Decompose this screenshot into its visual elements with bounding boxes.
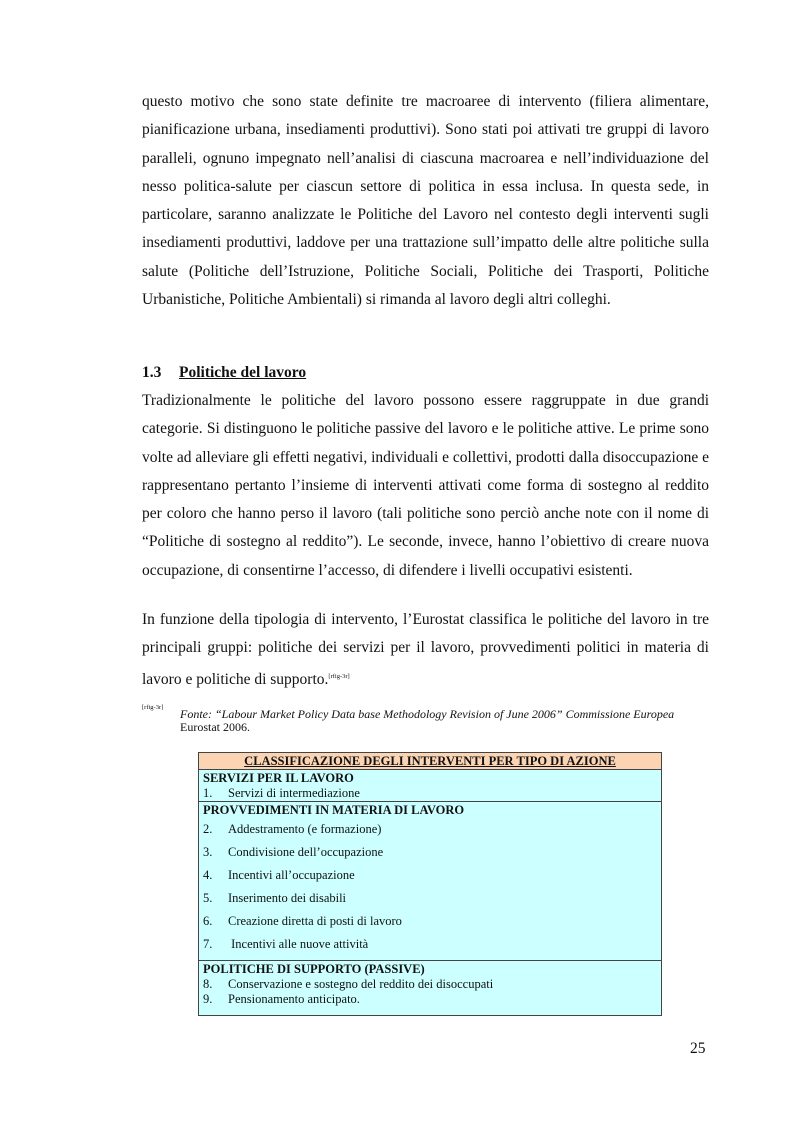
group-heading: PROVVEDIMENTI IN MATERIA DI LAVORO xyxy=(203,803,465,817)
table-row xyxy=(203,786,661,801)
footnote-mark: [rfig-3r] xyxy=(142,704,164,711)
body-paragraph-2 xyxy=(142,606,709,694)
item-text: Servizi di intermediazione xyxy=(228,786,360,800)
item-text: Incentivi alle nuove attività xyxy=(228,937,369,951)
item-number: 5. xyxy=(203,891,213,905)
item-number: 6. xyxy=(203,914,213,928)
table-row xyxy=(203,818,661,841)
table-row xyxy=(203,841,661,864)
section-title: Politiche del lavoro xyxy=(179,364,307,381)
item-number: 3. xyxy=(203,845,213,859)
body-paragraph-2-text: In funzione della tipologia di intervento, l’Eurostat classifica le politiche del lavoro in tre principali gruppi: politiche dei servizi per il lavoro, provvedimenti politici in materia di lavoro e politiche di supporto. xyxy=(142,611,709,688)
item-text: Inserimento dei disabili xyxy=(228,891,347,905)
item-number: 2. xyxy=(203,822,213,836)
item-text: Incentivi all’occupazione xyxy=(228,868,355,882)
intro-paragraph: questo motivo che sono state definite tre macroaree di intervento (filiera alimentare, pianificazione urbana, insediamenti produttivi). Sono stati poi attivati tre gruppi di lavoro paralleli, ognuno impegnato nell’analisi di ciascuna macroarea e nell’individuazione del nesso politica-salute per ciascun settore di politica in essa inclusa. In questa sede, in particolare, saranno analizzate le Politiche del Lavoro nel contesto degli interventi sugli insediamenti produttivi, laddove per una trattazione sull’impatto delle altre politiche sulla salute (Politiche dell’Istruzione, Politiche Sociali, Politiche dei Trasporti, Politiche Urbanistiche, Politiche Ambientali) si rimanda al lavoro degli altri colleghi. xyxy=(142,93,709,309)
item-number: 9. xyxy=(203,992,213,1006)
section-heading xyxy=(142,362,306,384)
table-row xyxy=(203,910,661,933)
item-text: Condivisione dell’occupazione xyxy=(228,845,384,859)
group-heading: POLITICHE DI SUPPORTO (PASSIVE) xyxy=(203,962,425,976)
table-row xyxy=(203,992,661,1007)
body-paragraph-1: Tradizionalmente le politiche del lavoro possono essere raggruppate in due grandi categorie. Si distinguono le politiche passive del lavoro e le politiche attive. Le prime sono volte ad alleviare gli effetti negativi, individuali e collettivi, prodotti dalla disoccupazione e rappresentano pertanto l’insieme di interventi attivati come forma di sostegno al reddito per coloro che hanno perso il lavoro (tali politiche sono perciò anche note con il nome di “Politiche di sostegno al reddito”). Le seconde, invece, hanno l’obiettivo di creare nuova occupazione, di consentirne l’accesso, di difendere i livelli occupativi esistenti. xyxy=(142,392,709,579)
item-text: Pensionamento anticipato. xyxy=(228,992,360,1006)
item-text: Creazione diretta di posti di lavoro xyxy=(228,914,402,928)
item-number: 4. xyxy=(203,868,213,882)
item-text: Conservazione e sostegno del reddito dei disoccupati xyxy=(228,977,494,991)
table-group-provvedimenti xyxy=(199,802,661,961)
item-number: 1. xyxy=(203,786,213,800)
item-text: Addestramento (e formazione) xyxy=(228,822,382,836)
table-group-servizi xyxy=(199,770,661,802)
footnote-publisher: Eurostat 2006. xyxy=(180,720,250,734)
group-heading: SERVIZI PER IL LAVORO xyxy=(203,771,354,785)
table-row xyxy=(203,887,661,910)
table-title: CLASSIFICAZIONE DEGLI INTERVENTI PER TIPO DI AZIONE xyxy=(199,753,661,770)
footnote-source: Fonte: “Labour Market Policy Data base Methodology Revision of June 2006” Commissione Europea xyxy=(180,707,675,721)
table-row xyxy=(203,933,661,956)
item-number: 7. xyxy=(203,937,213,951)
page-number: 25 xyxy=(690,1040,706,1057)
footnote xyxy=(180,708,710,734)
table-group-supporto xyxy=(199,961,661,1007)
classification-table xyxy=(198,752,662,1016)
item-number: 8. xyxy=(203,977,213,991)
section-number: 1.3 xyxy=(142,364,162,381)
footnote-reference[interactable]: [rfig-3r] xyxy=(328,672,350,680)
table-row xyxy=(203,864,661,887)
table-row xyxy=(203,977,661,992)
